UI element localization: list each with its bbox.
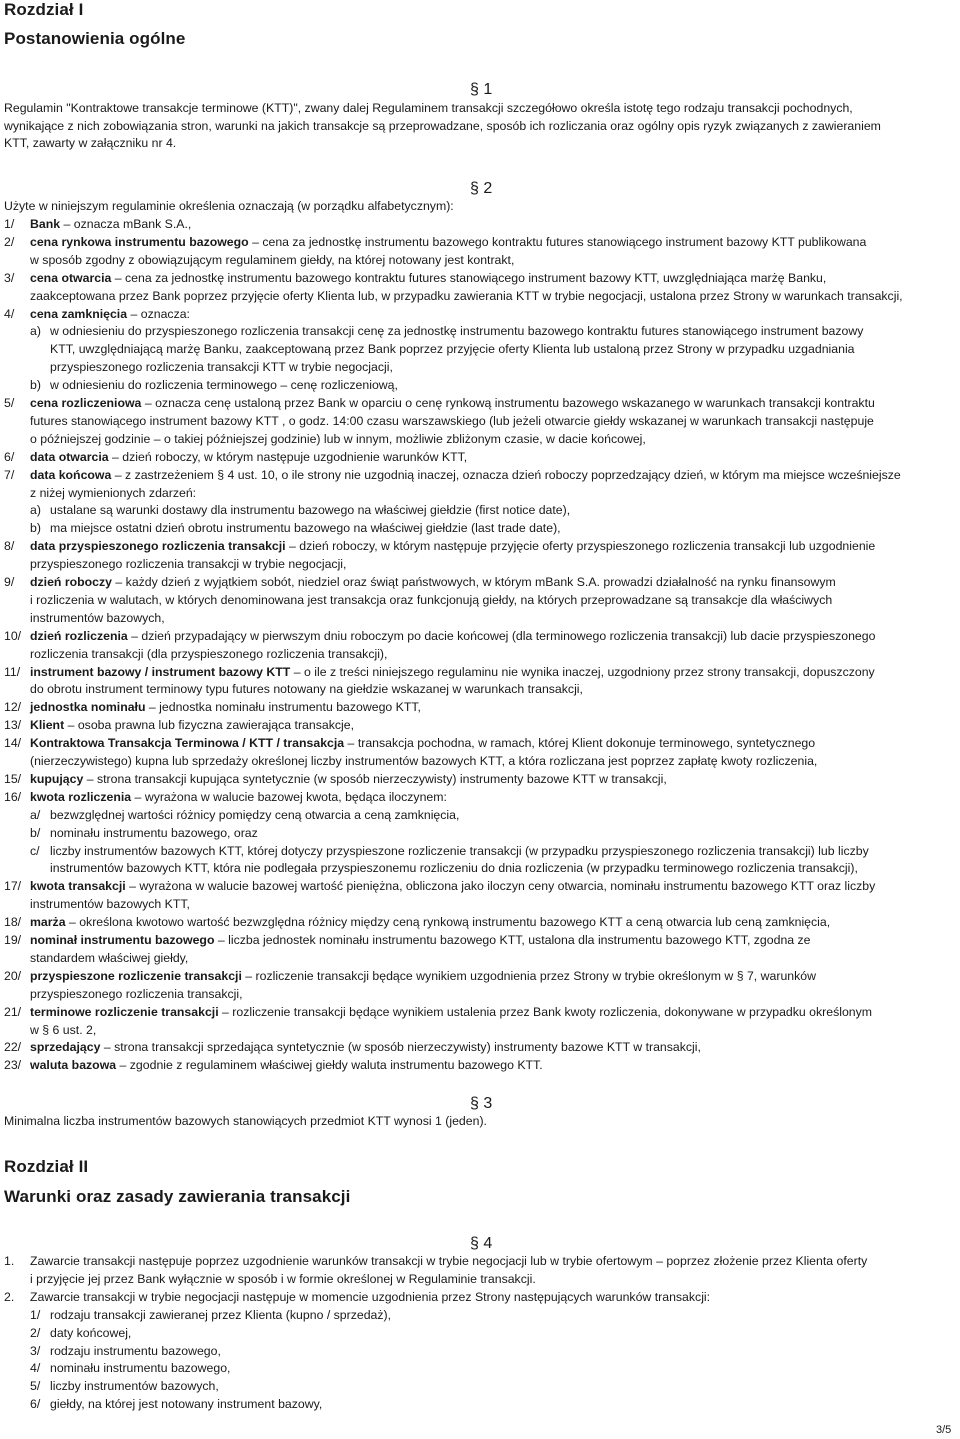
section-1-text <box>4 100 881 153</box>
definition-number: 9/ <box>4 575 15 589</box>
sub-item-text: przyspieszonego rozliczenia transakcji KTT w trybie negocjacji, <box>50 360 393 375</box>
sub-item-letter: c/ <box>30 843 40 858</box>
definition-term: dzień roboczy <box>30 575 112 589</box>
definition-term: kupujący <box>30 771 84 786</box>
definition-item <box>30 396 875 410</box>
definition-item <box>30 1040 701 1054</box>
definition-item <box>30 665 875 679</box>
definition-text: – dzień przypadający w pierwszym dniu roboczym po dacie końcowej (dla terminowego rozliczenia transakcji) lub dacie przyspieszonego <box>127 628 876 643</box>
paragraph-line: Zawarcie transakcji w trybie negocjacji następuje w momencie uzgodnienia przez Strony następujących warunków transakcji: <box>30 1290 711 1304</box>
definition-number: 11/ <box>4 664 21 679</box>
sub-item-text: KTT, uwzględniającą marżę Banku, zaakceptowaną przez Bank poprzez przyjęcie oferty Klienta lub ustaloną przez Strony w przypadku uzgadniania <box>50 342 855 357</box>
definition-continuation: przyspieszonego rozliczenia transakcji w trybie negocjacji, <box>30 557 347 572</box>
definition-term: cena zamknięcia <box>30 306 128 321</box>
definition-item <box>30 539 875 553</box>
definition-item <box>30 1058 543 1072</box>
paragraph-number: 2. <box>4 1290 15 1304</box>
definition-term: jednostka nominału <box>30 700 146 715</box>
definition-continuation: przyspieszonego rozliczenia transakcji, <box>30 986 243 1001</box>
condition-text: nominału instrumentu bazowego, <box>50 1361 231 1376</box>
definition-item <box>30 450 467 464</box>
definition-continuation: rozliczenia transakcji (dla przyspieszonego rozliczenia transakcji), <box>30 646 388 661</box>
definition-term: cena rozliczeniowa <box>30 396 142 410</box>
definition-item <box>30 969 816 983</box>
chapter-title: Rozdział II <box>4 1157 89 1176</box>
definition-number: 19/ <box>4 933 22 947</box>
definition-continuation: (nierzeczywistego) kupna lub sprzedaży określonej liczby instrumentów bazowych KTT, a która rozliczana jest poprzez zapłatę kwoty rozliczenia, <box>30 754 818 768</box>
definition-item <box>30 879 875 893</box>
condition-text: daty końcowej, <box>50 1325 132 1340</box>
condition-number: 2/ <box>30 1325 41 1340</box>
sub-item-letter: a) <box>30 324 41 339</box>
chapter-title: Rozdział I <box>4 0 84 19</box>
definition-text: – wyrażona w walucie bazowej kwota, będąca iloczynem: <box>131 789 447 804</box>
definition-number: 16/ <box>4 789 22 804</box>
definition-text: – rozliczenie transakcji będące wynikiem uzgodnienia przez Strony w trybie określonym w § 7, warunków <box>241 968 816 983</box>
definition-term: dzień rozliczenia <box>30 628 128 643</box>
definition-term: kwota transakcji <box>30 879 126 894</box>
definition-number: 13/ <box>4 718 22 733</box>
paragraph-line: Zawarcie transakcji następuje poprzez uzgodnienie warunków transakcji w trybie negocjacji lub w trybie ofertowym – poprzez złożenie przez Klienta oferty <box>30 1254 868 1268</box>
definition-continuation: futures stanowiącego instrument bazowy KTT , o godz. 14:00 czasu warszawskiego (lub jeżeli otwarcie giełdy wskazanej w warunkach transakcji następuje <box>30 413 874 428</box>
definition-text: – oznacza cenę ustaloną przez Bank w oparciu o cenę rynkową instrumentu bazowego wskazanego w warunkach transakcji kontraktu <box>141 396 875 410</box>
definition-continuation: w § 6 ust. 2, <box>30 1022 97 1037</box>
definition-number: 7/ <box>4 467 15 482</box>
definition-number: 5/ <box>4 396 15 410</box>
definition-text: – z zastrzeżeniem § 4 ust. 10, o ile strony nie uzgodnią inaczej, oznacza dzień roboczy poprzedzający dzień, w którym ma miejsce wcześniejsze <box>111 467 901 482</box>
definition-number: 10/ <box>4 628 22 643</box>
definition-term: Klient <box>30 718 65 733</box>
condition-number: 3/ <box>30 1343 41 1358</box>
definition-text: – określona kwotowo wartość bezwzględna różnicy między ceną rynkową instrumentu bazowego KTT a ceną otwarcia lub ceną zamknięcia, <box>65 915 831 930</box>
section-mark-3: § 3 <box>470 1095 493 1112</box>
definition-number: 15/ <box>4 771 22 786</box>
sub-item-text: instrumentów bazowych KTT, która nie podlegała przyspieszonemu rozliczeniu do dnia rozliczenia (w przypadku terminowego rozliczenia transakcji), <box>50 861 858 876</box>
definition-continuation: instrumentów bazowych, <box>30 610 165 625</box>
definition-text: – jednostka nominału instrumentu bazowego KTT, <box>145 700 421 715</box>
definition-term: przyspieszone rozliczenie transakcji <box>30 968 242 983</box>
definition-number: 12/ <box>4 700 22 715</box>
definition-text: – strona transakcji sprzedająca syntetycznie (w sposób nierzeczywisty) instrumenty bazowe KTT w transakcji, <box>100 1040 701 1055</box>
definition-text: – każdy dzień z wyjątkiem sobót, niedziel oraz świąt państwowych, w którym mBank S.A. prowadzi działalność na rynku finansowym <box>112 575 836 589</box>
paragraph-line: i przyjęcie jej przez Bank wyłącznie w sposób i w formie określonej w Regulaminie transakcji. <box>30 1272 536 1286</box>
definition-number: 17/ <box>4 879 22 894</box>
text-line: wynikające z nich zobowiązania stron, warunki na jakich transakcje są przeprowadzane, sposób ich rozliczania oraz ogólny opis ryzyk związanych z zawieraniem <box>4 118 881 133</box>
definition-number: 18/ <box>4 915 22 930</box>
condition-number: 5/ <box>30 1379 41 1394</box>
definition-item <box>30 217 191 231</box>
definition-term: kwota rozliczenia <box>30 789 132 804</box>
sub-item-letter: b) <box>30 521 41 536</box>
condition-text: giełdy, na której jest notowany instrument bazowy, <box>50 1397 323 1411</box>
definition-continuation: o późniejszej godzinie – o takiej późniejszej godzinie) lub w innym, możliwie zbliżonym czasie, w dacie końcowej, <box>30 431 646 446</box>
definition-text: – dzień roboczy, w którym następuje uzgodnienie warunków KTT, <box>108 449 468 464</box>
definition-number: 21/ <box>4 1004 22 1019</box>
definition-number: 1/ <box>4 217 15 231</box>
definition-item <box>30 718 354 732</box>
definition-number: 20/ <box>4 968 22 983</box>
section-2-intro: Użyte w niniejszym regulaminie określenia oznaczają (w porządku alfabetycznym): <box>4 199 454 213</box>
definition-item <box>30 933 811 947</box>
sub-item-text: bezwzględnej wartości różnicy pomiędzy ceną otwarcia a ceną zamknięcia, <box>50 807 460 822</box>
definition-number: 22/ <box>4 1040 22 1055</box>
definition-term: instrument bazowy / instrument bazowy KTT <box>30 664 291 679</box>
definition-continuation: zaakceptowana przez Bank poprzez przyjęcie oferty Klienta lub, w przypadku zawierania KTT w trybie negocjacji, ustalona przez Strony w warunkach transakcji, <box>30 288 903 303</box>
definition-term: nominał instrumentu bazowego <box>30 933 215 947</box>
definition-text: – osoba prawna lub fizyczna zawierająca transakcje, <box>64 718 354 733</box>
definition-item <box>30 700 421 714</box>
definition-text: – cena za jednostkę instrumentu bazowego kontraktu futures stanowiącego instrument bazowy KTT publikowana <box>248 234 867 249</box>
chapter-subtitle: Warunki oraz zasady zawierania transakcji <box>4 1187 351 1206</box>
definition-number: 23/ <box>4 1058 22 1073</box>
definition-item <box>30 790 447 804</box>
chapter-subtitle: Postanowienia ogólne <box>4 29 186 48</box>
condition-number: 1/ <box>30 1308 41 1322</box>
sub-item-text: liczby instrumentów bazowych KTT, której dotyczy przyspieszone rozliczenie transakcji (w przypadku przyspieszonego rozliczenia transakcji) lub liczby <box>50 843 869 858</box>
definition-item <box>30 307 190 321</box>
section-mark-2: § 2 <box>470 180 493 197</box>
definition-item <box>30 629 875 643</box>
definition-item <box>30 1005 872 1019</box>
section-mark-4: § 4 <box>470 1235 493 1252</box>
definition-continuation: do obrotu instrument terminowy typu futures notowany na giełdzie wskazanej w warunkach transakcji, <box>30 682 583 697</box>
definition-term: waluta bazowa <box>30 1058 117 1073</box>
condition-text: rodzaju instrumentu bazowego, <box>50 1343 221 1358</box>
definition-continuation: w sposób zgodny z obowiązującym regulaminem giełdy, na której notowany jest kontrakt, <box>30 252 515 267</box>
definition-number: 8/ <box>4 539 15 554</box>
definition-text: – rozliczenie transakcji będące wynikiem ustalenia przez Bank kwoty rozliczenia, dokonywane w przypadku określonym <box>218 1004 873 1019</box>
definition-text: – oznacza mBank S.A., <box>60 217 192 231</box>
definition-term: sprzedający <box>30 1040 101 1055</box>
definition-continuation: instrumentów bazowych KTT, <box>30 897 190 912</box>
definition-term: cena otwarcia <box>30 270 112 285</box>
definition-continuation: z niżej wymienionych zdarzeń: <box>30 485 197 500</box>
condition-text: liczby instrumentów bazowych, <box>50 1379 219 1394</box>
definition-term: data przyspieszonego rozliczenia transakcji <box>30 539 286 554</box>
definition-term: Bank <box>30 217 61 231</box>
condition-text: rodzaju transakcji zawieranej przez Klienta (kupno / sprzedaż), <box>50 1308 392 1322</box>
sub-item-letter: b) <box>30 378 41 393</box>
sub-item-text: nominału instrumentu bazowego, oraz <box>50 825 258 840</box>
definition-item <box>30 736 815 750</box>
definition-text: – liczba jednostek nominału instrumentu bazowego KTT, ustalona dla instrumentu bazowego KTT, zgodna ze <box>214 933 811 947</box>
sub-item-text: w odniesieniu do rozliczenia terminowego – cenę rozliczeniową, <box>50 378 398 393</box>
definition-text: – zgodnie z regulaminem właściwej giełdy waluta instrumentu bazowego KTT. <box>116 1058 543 1073</box>
definition-number: 14/ <box>4 736 22 751</box>
definition-number: 3/ <box>4 270 15 285</box>
definition-text: – o ile z treści niniejszego regulaminu nie wynika inaczej, uzgodniony przez strony transakcji, dopuszczony <box>290 664 875 679</box>
definition-item <box>30 575 836 589</box>
definition-term: data końcowa <box>30 467 112 482</box>
definition-text: – transakcja pochodna, w ramach, której Klient dokonuje terminowego, syntetycznego <box>344 736 816 751</box>
text-line: KTT, zawarty w załączniku nr 4. <box>4 136 177 151</box>
definition-term: marża <box>30 915 66 930</box>
definition-item <box>30 271 826 285</box>
definition-term: cena rynkowa instrumentu bazowego <box>30 234 249 249</box>
sub-item-letter: a) <box>30 503 41 518</box>
definition-text: – cena za jednostkę instrumentu bazowego kontraktu futures stanowiącego instrument bazowy KTT, uwzględniająca marżę Banku, <box>111 270 827 285</box>
definition-continuation: standardem właściwej giełdy, <box>30 950 189 965</box>
sub-item-letter: b/ <box>30 825 41 840</box>
definition-text: – oznacza: <box>127 306 190 321</box>
definition-number: 4/ <box>4 306 15 321</box>
page-number: 3/5 <box>936 1424 952 1436</box>
sub-item-letter: a/ <box>30 807 41 822</box>
definition-item <box>30 235 866 249</box>
definition-item <box>30 772 667 786</box>
section-mark-1: § 1 <box>470 81 493 98</box>
definition-item <box>30 468 901 482</box>
sub-item-text: w odniesieniu do przyspieszonego rozliczenia transakcji cenę za jednostkę instrumentu bazowego kontraktu futures stanowiącego instrument bazowy <box>50 324 864 339</box>
definition-term: Kontraktowa Transakcja Terminowa / KTT / transakcja <box>30 736 345 751</box>
condition-number: 6/ <box>30 1397 41 1411</box>
text-line: Regulamin "Kontraktowe transakcje terminowe (KTT)", zwany dalej Regulaminem transakcji szczegółowo określa istotę tego rodzaju transakcji pochodnych, <box>4 101 853 115</box>
definition-term: terminowe rozliczenie transakcji <box>30 1004 219 1019</box>
section-3-text: Minimalna liczba instrumentów bazowych stanowiących przedmiot KTT wynosi 1 (jeden). <box>4 1114 487 1128</box>
definition-text: – strona transakcji kupująca syntetycznie (w sposób nierzeczywisty) instrumenty bazowe KTT w transakcji, <box>83 771 667 786</box>
definition-number: 2/ <box>4 234 15 249</box>
definition-number: 6/ <box>4 449 15 464</box>
condition-number: 4/ <box>30 1361 41 1376</box>
sub-item-text: ustalane są warunki dostawy dla instrumentu bazowego na właściwej giełdzie (first notice date), <box>50 503 571 518</box>
definition-text: – wyrażona w walucie bazowej wartość pieniężna, obliczona jako iloczyn ceny otwarcia, nominału instrumentu bazowego KTT oraz liczby <box>125 879 876 894</box>
sub-item-text: ma miejsce ostatni dzień obrotu instrumentu bazowego na właściwej giełdzie (last trade date), <box>50 521 561 536</box>
definition-item <box>30 915 830 929</box>
definition-continuation: i rozliczenia w walutach, w których denominowana jest transakcja oraz funkcjonują giełdy, na których przeprowadzane są transakcje dla właściwych <box>30 592 833 607</box>
definition-text: – dzień roboczy, w którym następuje przyjęcie oferty przyspieszonego rozliczenia transakcji lub uzgodnienie <box>285 539 876 554</box>
paragraph-number: 1. <box>4 1254 15 1268</box>
definition-term: data otwarcia <box>30 449 109 464</box>
